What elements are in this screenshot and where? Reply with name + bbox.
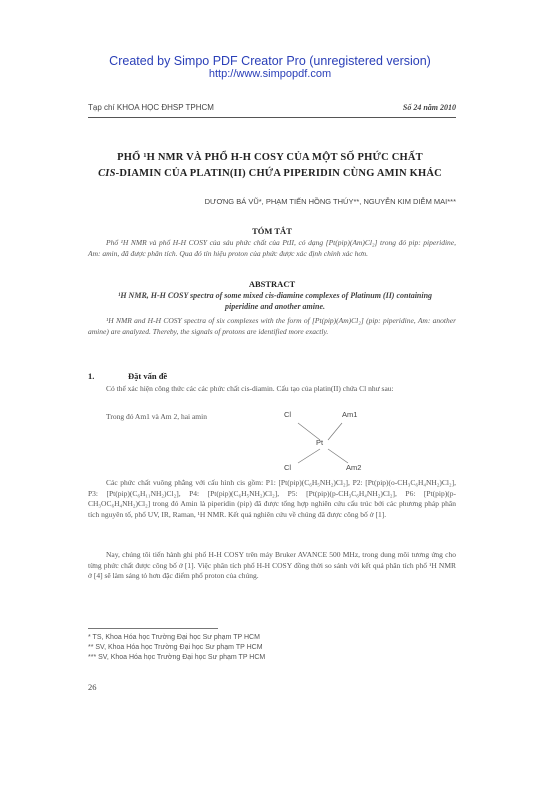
complexes-paragraph: Các phức chất vuông phẳng với cấu hình cis gồm: P1: [Pt(pip)(C₆H₅NH₂)Cl₂], P2: [Pt(pip)(o-CH₃C₆H₄NH₂)Cl₂], P3: [Pt(pip)(C₆H₁₁NH₂)Cl₂], P4: [Pt(pip)(C₆H₅NH₂)Cl₂], P5: [Pt(pip)(p-CH₃C₆H₄NH₂)Cl₂], P6: [Pt(pip)(p-CH₃OC₆H₄NH₂)Cl₂] trong đó Amin là piperidin (pip) đã được tổng hợp nghiên cứu cấu trúc bởi các phương pháp phân tích nguyên tố, phổ UV, IR, Raman, ¹H NMR. Kết quả nghiên cứu về chúng đã được công bố ở [1]. bbox=[88, 478, 456, 519]
section-title: Đặt vấn đề bbox=[128, 371, 168, 381]
summary-heading: TÓM TẮT bbox=[252, 226, 292, 236]
structure-pt-center: Pt bbox=[316, 438, 324, 447]
watermark-line-1: Created by Simpo PDF Creator Pro (unregistered version) bbox=[109, 54, 431, 68]
structure-cl-bottom: Cl bbox=[284, 463, 292, 472]
abstract-heading: ABSTRACT bbox=[248, 279, 296, 289]
header-divider bbox=[88, 117, 456, 118]
paper-title-line-1: PHỔ ¹H NMR VÀ PHỔ H-H COSY CỦA MỘT SỐ PHỨC CHẤT bbox=[117, 152, 423, 163]
footnote-3: *** SV, Khoa Hóa học Trường Đại học Sư phạm TP HCM bbox=[88, 654, 266, 661]
platinum-structure-diagram bbox=[270, 407, 380, 477]
summary-text: Phổ ¹H NMR và phổ H-H COSY của sáu phức chất của PtII, có dạng [Pt(pip)(Am)Cl₂] trong đó pip: piperidine, Am: amin, đã được phân tích. Qua đó tín hiệu proton của phức được xác định chính xác hơn. bbox=[88, 238, 456, 258]
structure-am2: Am2 bbox=[346, 463, 362, 472]
author-list: DƯƠNG BÁ VŨ*, PHẠM TIẾN HỒNG THÚY**, NGUYỄN KIM DIỄM MAI*** bbox=[204, 197, 456, 206]
work-paragraph: Nay, chúng tôi tiến hành ghi phổ H-H COSY trên máy Bruker AVANCE 500 MHz, trong dung môi tương ứng cho từng phức chất được công bố ở [1]. Việc phân tích phổ H-H COSY đồng thời so sánh với kết quả phân tích phổ ¹H NMR ở [4] sẽ làm sáng tỏ hơn đặc điểm phổ proton của chúng. bbox=[88, 550, 456, 580]
structure-cl-top: Cl bbox=[284, 410, 292, 419]
section-number: 1. bbox=[88, 371, 95, 381]
structure-am1: Am1 bbox=[342, 410, 358, 419]
title-italic-prefix: CIS bbox=[98, 168, 116, 179]
watermark-url[interactable]: http://www.simpopdf.com bbox=[208, 68, 332, 80]
footnote-2: ** SV, Khoa Hóa học Trường Đại học Sư phạm TP HCM bbox=[88, 644, 263, 651]
footnote-1: * TS, Khoa Hóa học Trường Đại học Sư phạm TP HCM bbox=[88, 634, 260, 641]
footnote-divider bbox=[88, 628, 218, 629]
page-number: 26 bbox=[88, 682, 97, 692]
amin-description: Trong đó Am1 và Am 2, hai amin bbox=[106, 412, 207, 421]
abstract-title: ¹H NMR, H-H COSY spectra of some mixed cis-diamine complexes of Platinum (II) containing piperidine and another amine. bbox=[117, 291, 433, 311]
intro-paragraph: Có thể xác hiện công thức các các phức chất cis-diamin. Cấu tạo của platin(II) chứa Cl như sau: bbox=[106, 384, 394, 393]
running-header bbox=[88, 103, 456, 117]
footnotes bbox=[88, 633, 388, 663]
title-line-2-rest: -DIAMIN CỦA PLATIN(II) CHỨA PIPERIDIN CÙNG AMIN KHÁC bbox=[115, 168, 442, 179]
section-1-heading bbox=[88, 371, 167, 381]
journal-name: Tạp chí KHOA HỌC ĐHSP TPHCM bbox=[88, 103, 214, 112]
issue-number: Số 24 năm 2010 bbox=[402, 103, 456, 112]
abstract-text: ¹H NMR and H-H COSY spectra of six complexes with the form of [Pt(pip)(Am)Cl₂] (pip: piperidine, Am: another amine) are analyzed. Thereby, the signals of protons are identified more exactly. bbox=[88, 316, 456, 336]
paper-title-line-2 bbox=[60, 168, 480, 179]
